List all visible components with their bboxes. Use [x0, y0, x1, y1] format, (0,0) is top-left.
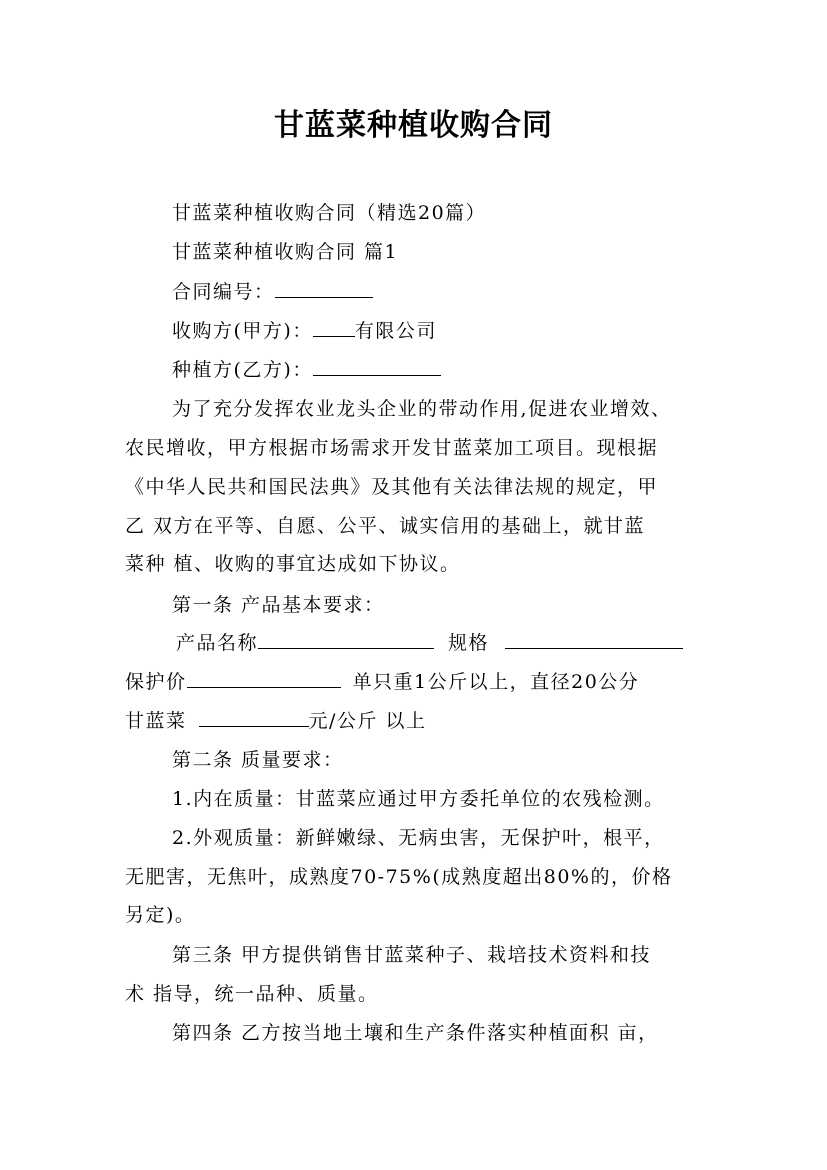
grower-blank	[313, 357, 441, 376]
unit-text: 元/公斤 以上	[308, 710, 427, 732]
quality-item-2-line: 2.外观质量：新鲜嫩绿、无病虫害，无保护叶，根平，	[172, 827, 665, 849]
document-title: 甘蓝菜种植收购合同	[274, 108, 553, 143]
grower-row	[172, 355, 441, 382]
intro-line: 菜种 植、收购的事宜达成如下协议。	[125, 553, 461, 575]
intro-line: 为了充分发挥农业龙头企业的带动作用,促进农业增效、	[172, 398, 672, 420]
quality-item-2-line: 无肥害，无焦叶，成熟度70-75%(成熟度超出80%的，价格	[125, 866, 673, 888]
article-3-line: 术 指导，统一品种、质量。	[125, 983, 379, 1005]
price-label: 保护价	[125, 671, 187, 693]
cabbage-price-row	[125, 706, 426, 733]
price-row	[125, 667, 639, 694]
contract-number-blank	[275, 279, 373, 298]
article-3-line: 第三条 甲方提供销售甘蓝菜种子、栽培技术资料和技	[172, 944, 652, 966]
spec-blank	[505, 630, 683, 649]
intro-line: 《中华人民共和国民法典》及其他有关法律法规的规定，甲	[125, 476, 659, 498]
article-4-line: 第四条 乙方按当地土壤和生产条件落实种植面积 亩，	[172, 1022, 659, 1044]
price-blank	[187, 669, 341, 688]
article-1-title: 第一条 产品基本要求：	[172, 594, 385, 616]
intro-line: 乙 双方在平等、自愿、公平、诚实信用的基础上，就甘蓝	[125, 515, 646, 537]
buyer-label: 收购方(甲方)：	[172, 320, 313, 342]
contract-number-row	[172, 277, 373, 304]
grower-label: 种植方(乙方)：	[172, 359, 313, 381]
weight-text: 单只重1公斤以上，直径20公分	[352, 671, 640, 693]
subtitle: 甘蓝菜种植收购合同（精选20篇）	[172, 202, 487, 224]
product-name-row	[176, 628, 683, 655]
buyer-suffix: 有限公司	[354, 320, 437, 342]
section-heading: 甘蓝菜种植收购合同 篇1	[172, 241, 399, 263]
product-name-label: 产品名称	[176, 632, 259, 654]
cabbage-price-blank	[199, 708, 309, 727]
product-name-blank	[258, 630, 434, 649]
buyer-row	[172, 316, 437, 343]
spec-label: 规格	[448, 632, 490, 654]
cabbage-label: 甘蓝菜	[125, 710, 187, 732]
intro-line: 农民增收，甲方根据市场需求开发甘蓝菜加工项目。现根据	[125, 437, 659, 459]
buyer-blank	[313, 318, 355, 337]
article-2-title: 第二条 质量要求：	[172, 749, 344, 771]
quality-item-1: 1.内在质量：甘蓝菜应通过甲方委托单位的农残检测。	[172, 788, 665, 810]
quality-item-2-line: 另定)。	[125, 904, 196, 926]
contract-number-label: 合同编号：	[172, 281, 275, 303]
